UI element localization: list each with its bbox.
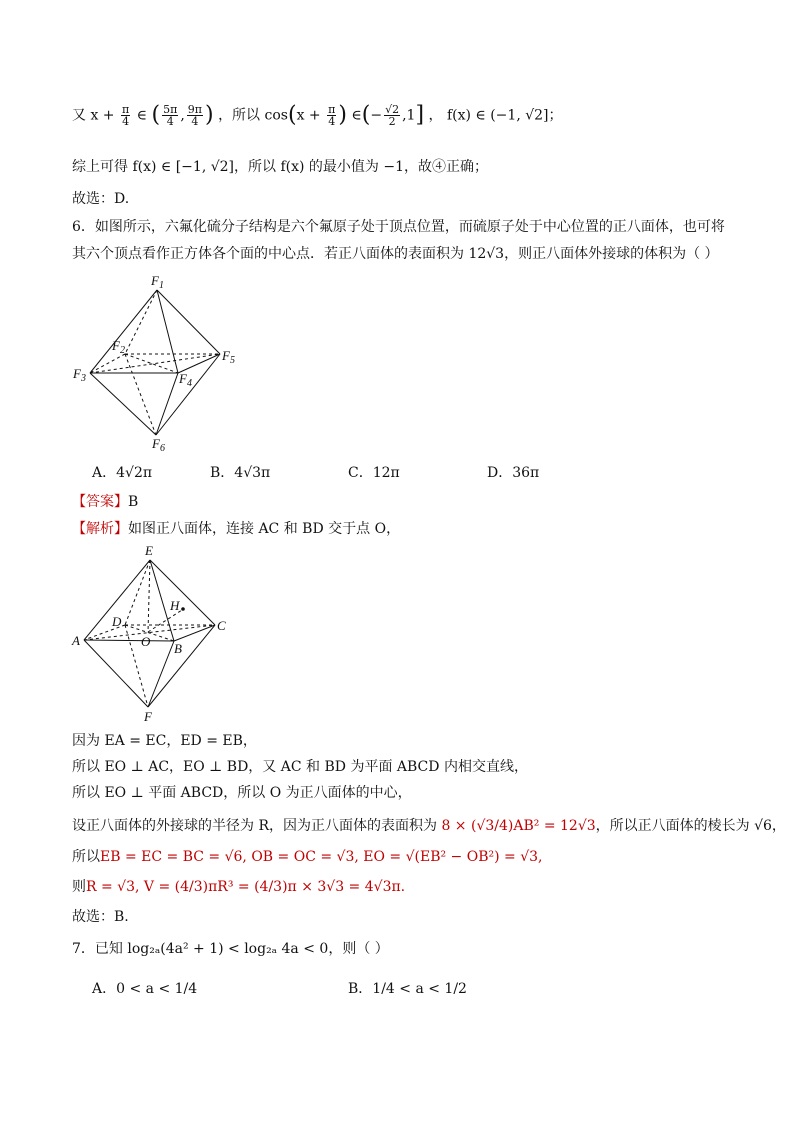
analysis-line — [72, 518, 400, 540]
label-f: F — [144, 709, 152, 724]
label-o: O — [141, 634, 151, 649]
label-b: B — [174, 641, 182, 656]
label-f5: $F_5$ — [222, 348, 235, 366]
solution-step-2: 所以 EO ⊥ AC，EO ⊥ BD，又 AC 和 BD 为平面 ABCD 内相交直线， — [72, 759, 528, 775]
answer-tag: 【答案】 — [72, 494, 128, 510]
solution-step-5: 所以EB = EC = BC = √6, OB = OC = √3, EO = √(EB² − OB²) = √3, — [72, 849, 543, 865]
option-b: B．4√3π — [210, 465, 271, 481]
q7-option-b: B．1/4 < a < 1/2 — [348, 981, 467, 997]
answer-line — [72, 491, 138, 513]
line-3: 故选：D. — [72, 191, 130, 207]
solution-step-4: 设正八面体的外接球的半径为 R，因为正八面体的表面积为 8 × (√3/4)AB² = 12√3，所以正八面体的棱长为 √6， — [72, 818, 786, 834]
label-d: D — [112, 614, 122, 629]
octahedron-figure-1 — [70, 270, 250, 455]
q7-option-a: A．0 < a < 1/4 — [92, 981, 198, 997]
answer-value: B — [128, 494, 139, 510]
option-a: A．4√2π — [92, 465, 153, 481]
option-c: C．12π — [348, 465, 400, 481]
analysis-text: 如图正八面体，连接 AC 和 BD 交于点 O， — [128, 521, 401, 537]
analysis-tag: 【解析】 — [72, 521, 128, 537]
label-f3: $F_3$ — [73, 366, 86, 384]
solution-step-6: 则R = √3, V = (4/3)πR³ = (4/3)π × 3√3 = 4√3π. — [72, 879, 406, 895]
question-6-line-2: 其六个顶点看作正方体各个面的中心点．若正八面体的表面积为 12√3，则正八面体外接球的体积为（ ） — [72, 246, 719, 262]
line-2: 综上可得 f(x) ∈ [−1, √2]，所以 f(x) 的最小值为 −1，故④正确； — [72, 159, 488, 175]
label-f2: $F_2$ — [112, 338, 125, 356]
option-d: D．36π — [487, 465, 540, 481]
question-6-line-1: 6．如图所示，六氟化硫分子结构是六个氟原子处于顶点位置，而硫原子处于中心位置的正八面体，也可将 — [72, 219, 725, 235]
solution-step-1: 因为 EA = EC，ED = EB， — [72, 733, 257, 749]
label-f1: $F_1$ — [151, 273, 164, 291]
octahedron-figure-2 — [70, 542, 240, 727]
fraction-pi-over-4: $\frac{\pi}{4}$ — [121, 103, 130, 128]
label-f4: $F_4$ — [179, 371, 192, 389]
line-1: 又 x + $\frac{\pi}{4}$ ∈ ( $\frac{5\pi}{4}$ , $\frac{9\pi}{4}$ ) ，所以 cos(x + $\frac{\pi}{4}$ ) ∈(− $\frac{√2}{2}$ ,1] ， f(x) ∈ (−1, √2]； — [72, 102, 563, 128]
question-7-line-1: 7．已知 log₂ₐ(4a² + 1) < log₂ₐ 4a < 0，则（ ） — [72, 941, 389, 957]
label-e: E — [145, 543, 153, 558]
label-c: C — [217, 618, 226, 633]
label-f6: $F_6$ — [152, 436, 165, 454]
label-h: H — [170, 598, 180, 613]
solution-conclusion: 故选：B. — [72, 909, 129, 925]
point-h — [181, 607, 185, 611]
label-a: A — [72, 633, 80, 648]
solution-step-3: 所以 EO ⊥ 平面 ABCD，所以 O 为正八面体的中心， — [72, 785, 412, 801]
